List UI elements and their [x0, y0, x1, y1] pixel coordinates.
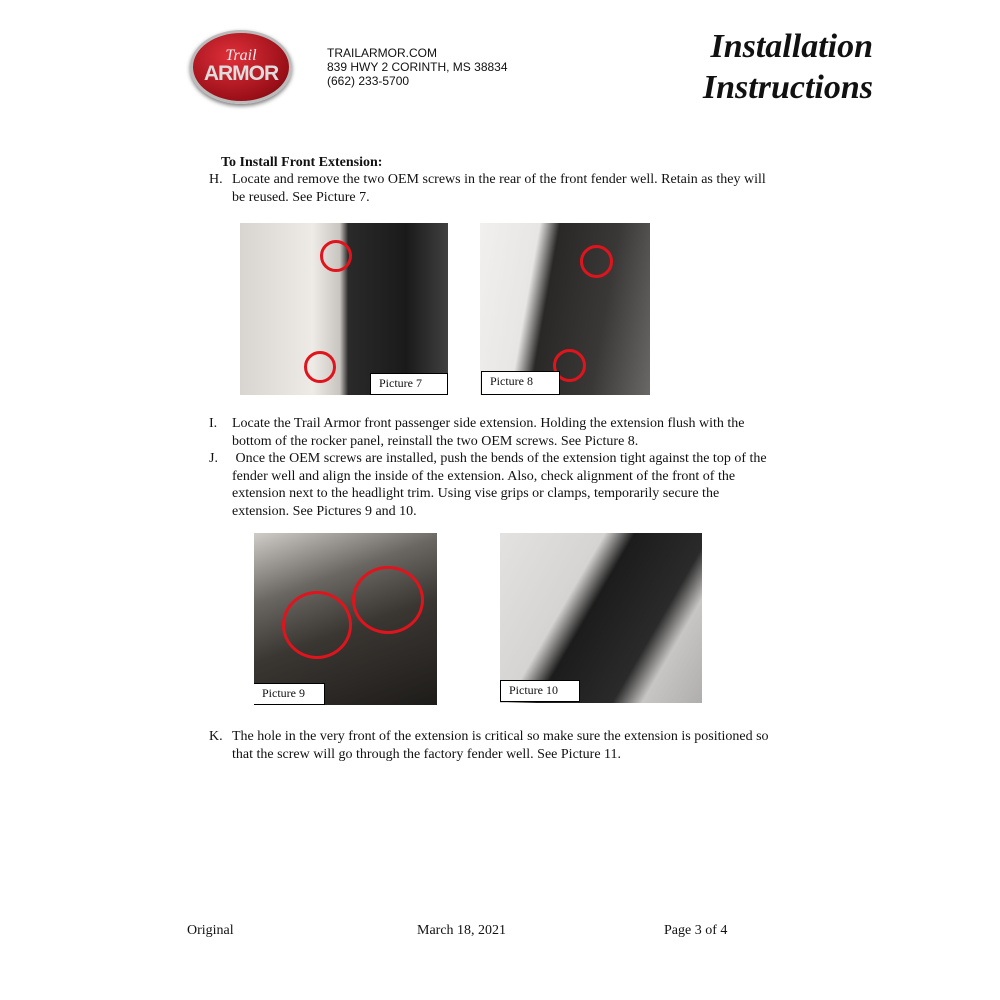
highlight-circle	[320, 240, 352, 272]
trail-armor-logo	[190, 30, 292, 104]
step-line: bottom of the rocker panel, reinstall the two OEM screws. See Picture 8.	[232, 433, 639, 449]
step-line: Once the OEM screws are installed, push the bends of the extension tight against the top of the	[232, 451, 767, 466]
phone: (662) 233-5700	[327, 74, 410, 88]
website: TRAILARMOR.COM	[327, 46, 438, 60]
step-text	[232, 171, 766, 206]
footer-version: Original	[187, 923, 234, 938]
step-line: that the screw will go through the factory fender well. See Picture 11.	[232, 746, 622, 762]
picture-9-label: Picture 9	[254, 683, 325, 705]
step-marker: I.	[209, 416, 218, 431]
step-marker: J.	[209, 451, 218, 466]
picture-9-photo	[254, 533, 437, 705]
step-i	[209, 415, 744, 450]
picture-10-label: Picture 10	[500, 680, 580, 702]
address: 839 HWY 2 CORINTH, MS 38834	[327, 60, 508, 74]
step-line: extension. See Pictures 9 and 10.	[232, 503, 417, 519]
picture-7-label: Picture 7	[370, 373, 448, 395]
highlight-circle	[352, 566, 424, 634]
step-line: extension next to the headlight trim. Using vise grips or clamps, temporarily secure the	[232, 486, 720, 501]
step-line: The hole in the very front of the extension is critical so make sure the extension is positioned so	[232, 729, 769, 744]
footer-date: March 18, 2021	[417, 923, 507, 938]
logo-text-armor: ARMOR	[203, 62, 279, 85]
step-text	[232, 450, 767, 520]
picture-8-photo	[480, 223, 650, 395]
step-line: fender well and align the inside of the extension. Also, check alignment of the front of the	[232, 468, 736, 484]
step-h	[209, 171, 766, 206]
step-line: Locate and remove the two OEM screws in the rear of the front fender well. Retain as they will	[232, 172, 766, 187]
step-line: Locate the Trail Armor front passenger side extension. Holding the extension flush with the	[232, 416, 745, 431]
title-line-2: Instructions	[702, 69, 873, 106]
step-text	[232, 728, 769, 763]
picture-8-label: Picture 8	[481, 371, 560, 395]
highlight-circle	[304, 351, 336, 383]
title-line-1: Installation	[710, 28, 873, 65]
logo-text-trail: Trail	[225, 47, 257, 64]
step-marker: H.	[209, 172, 223, 187]
step-j	[209, 450, 767, 520]
highlight-circle	[580, 245, 613, 278]
contact-info	[327, 46, 508, 88]
step-marker: K.	[209, 729, 223, 744]
highlight-circle	[282, 591, 352, 659]
section-title: To Install Front Extension:	[221, 155, 383, 170]
page-title	[640, 26, 873, 108]
picture-10-photo	[500, 533, 702, 703]
picture-7-photo	[240, 223, 448, 395]
step-k	[209, 728, 769, 763]
footer-page-number: Page 3 of 4	[664, 923, 728, 938]
step-line: be reused. See Picture 7.	[232, 189, 370, 205]
step-text	[232, 415, 744, 450]
